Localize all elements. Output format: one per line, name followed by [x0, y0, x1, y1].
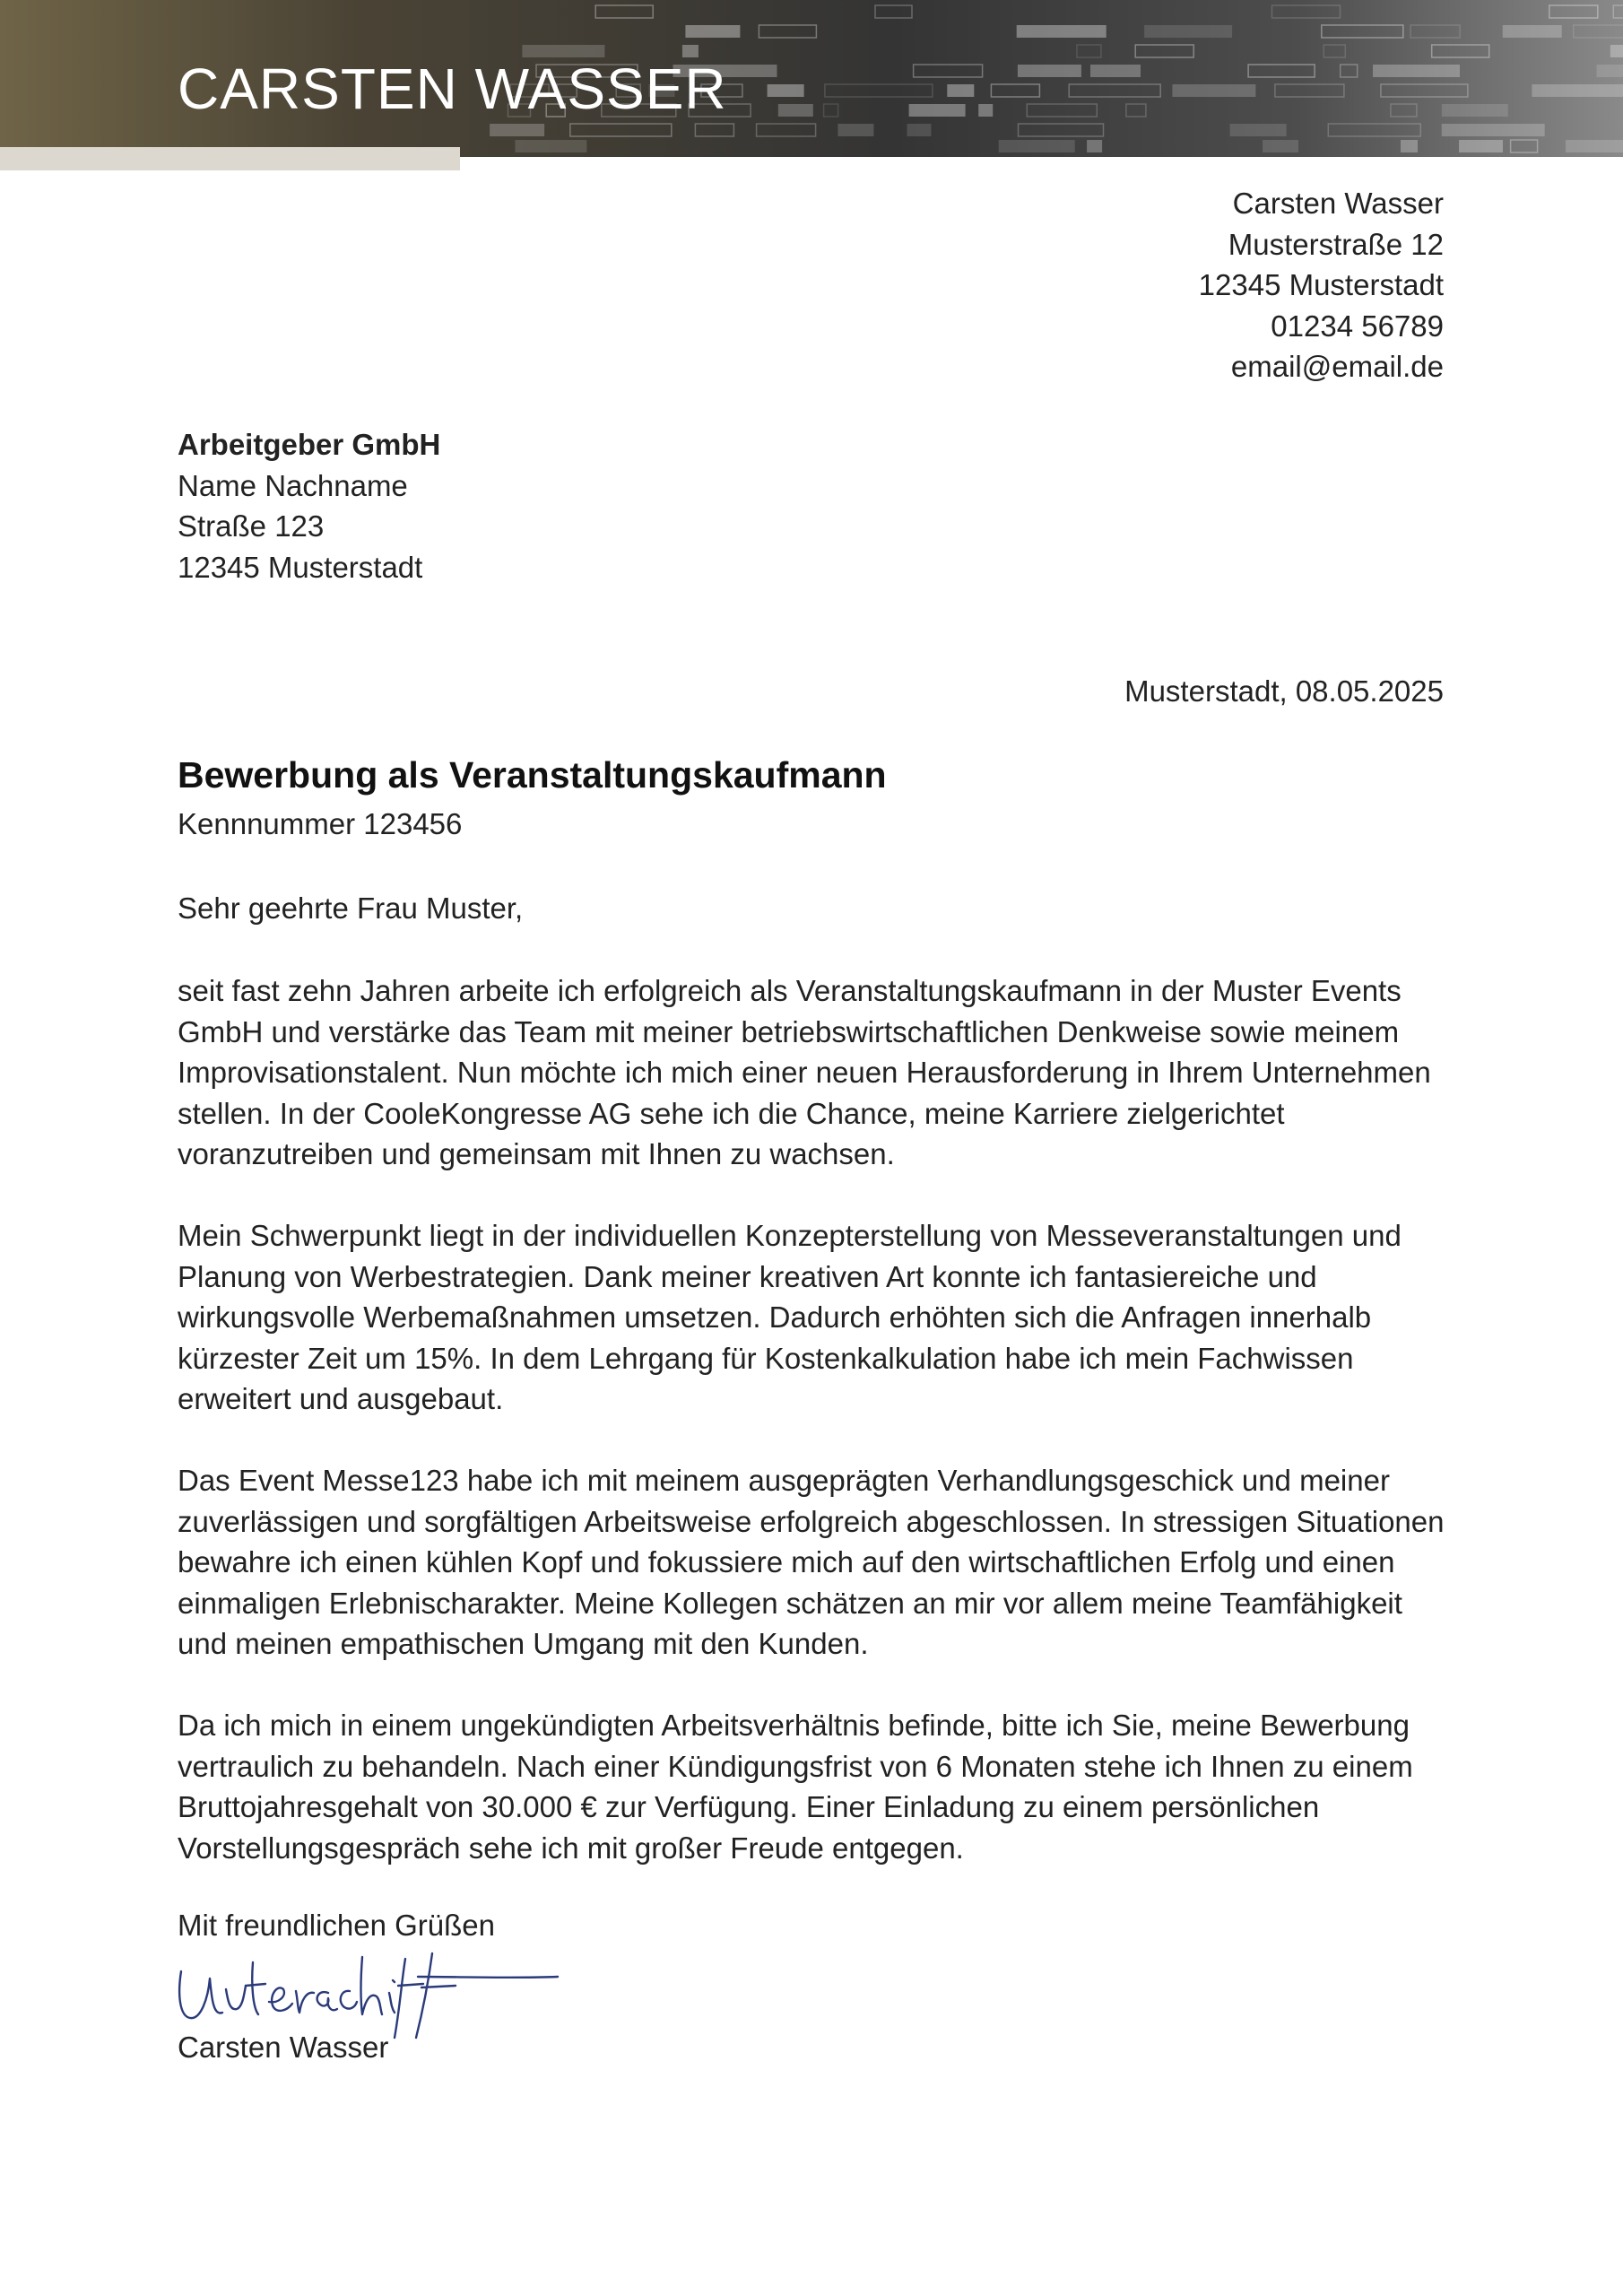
- header-pattern-block: [991, 84, 1039, 97]
- header-pattern-block: [875, 5, 912, 18]
- header-pattern-block: [1574, 25, 1623, 38]
- header-pattern-block: [1503, 25, 1562, 38]
- letter-body: [178, 970, 1451, 1909]
- sender-city: 12345 Musterstadt: [1198, 268, 1444, 301]
- body-paragraph: Mein Schwerpunkt liegt in der individuellen Konzepterstellung von Messeveranstaltungen und Planung von Werbestrategien. Dank meiner kreativen Art konnte ich fantasiereiche und wirkungsvolle Werbemaßnahmen umsetzen. Dadurch erhöhten sich die Anfragen innerhalb kürzester Zeit um 15%. In dem Lehrgang für Kostenkalkulation habe ich mein Fachwissen erweitert und ausgebaut.: [178, 1219, 1402, 1415]
- header-pattern-block: [1410, 25, 1460, 38]
- header-pattern-block: [1087, 140, 1102, 152]
- header-pattern-block: [1442, 124, 1545, 136]
- header-pattern-block: [824, 104, 838, 117]
- header-pattern-block: [1613, 5, 1623, 18]
- closing-phrase: Mit freundlichen Grüßen: [178, 1909, 495, 1942]
- header-pattern-block: [907, 124, 932, 136]
- sender-name: Carsten Wasser: [1232, 187, 1444, 220]
- header-pattern-block: [1263, 140, 1298, 152]
- header-pattern-block: [1272, 5, 1341, 18]
- header-pattern-block: [947, 84, 974, 97]
- header-pattern-block: [1432, 45, 1489, 57]
- header-pattern-block: [1549, 5, 1598, 18]
- header-pattern-block: [838, 124, 873, 136]
- header-pattern-block: [1017, 25, 1107, 38]
- header-banner: [0, 0, 1623, 157]
- recipient-company: Arbeitgeber GmbH: [178, 428, 441, 461]
- header-pattern-block: [1459, 140, 1503, 152]
- header-pattern-block: [757, 124, 816, 136]
- header-pattern-block: [1172, 84, 1255, 97]
- letter-date: Musterstadt, 08.05.2025: [1124, 674, 1444, 708]
- header-pattern-block: [1373, 65, 1460, 77]
- header-pattern-block: [1090, 65, 1141, 77]
- header-pattern-block: [1566, 140, 1623, 152]
- header-pattern-block: [1442, 104, 1508, 117]
- header-pattern-block: [1610, 45, 1623, 57]
- header-pattern-block: [1069, 84, 1160, 97]
- header-pattern-block: [1532, 84, 1623, 97]
- header-pattern-block: [909, 104, 966, 117]
- header-accent-bar: [0, 147, 460, 170]
- header-pattern-block: [570, 124, 672, 136]
- sender-email: email@email.de: [1230, 350, 1444, 383]
- header-pattern-block: [1019, 124, 1104, 136]
- header-pattern-block: [978, 104, 993, 117]
- body-paragraph: Da ich mich in einem ungekündigten Arbeitsverhältnis befinde, bitte ich Sie, meine Bewerbung vertraulich zu behandeln. Nach einer Kündigungsfrist von 6 Monaten stehe ich Ihnen zu einem Bruttojahresgehalt von 30.000 € zur Verfügung. Einer Einladung zu einem persönlichen Vorstellungsgespräch sehe ich mit großer Freude entgegen.: [178, 1709, 1413, 1865]
- header-pattern-block: [490, 124, 544, 136]
- header-pattern-block: [1144, 25, 1232, 38]
- salutation: Sehr geehrte Frau Muster,: [178, 891, 524, 925]
- recipient-address: [178, 424, 440, 587]
- header-pattern-block: [999, 140, 1075, 152]
- header-pattern-block: [759, 25, 816, 38]
- reference-number: Kennnummer 123456: [178, 807, 463, 840]
- header-pattern-block: [1135, 45, 1193, 57]
- recipient-contact: Name Nachname: [178, 468, 408, 502]
- header-pattern-block: [1391, 104, 1417, 117]
- header-pattern-block: [1275, 84, 1344, 97]
- header-pattern-block: [1230, 124, 1287, 136]
- header-pattern-block: [1511, 140, 1538, 152]
- header-pattern-block: [685, 25, 740, 38]
- header-pattern-block: [1248, 65, 1315, 77]
- sender-phone: 01234 56789: [1271, 309, 1444, 343]
- header-pattern-block: [1381, 84, 1468, 97]
- header-name: CARSTEN WASSER: [178, 57, 727, 121]
- signer-name: Carsten Wasser: [178, 2031, 389, 2064]
- header-pattern-block: [1027, 104, 1097, 117]
- sender-street: Musterstraße 12: [1228, 227, 1444, 261]
- header-pattern-block: [1126, 104, 1146, 117]
- header-pattern-block: [695, 124, 733, 136]
- header-pattern-block: [1328, 124, 1420, 136]
- header-pattern-block: [825, 84, 933, 97]
- header-pattern-block: [1597, 65, 1623, 77]
- body-paragraph: seit fast zehn Jahren arbeite ich erfolgreich als Veranstaltungskaufmann in der Muster Events GmbH und verstärke das Team mit meiner betriebswirtschaftlichen Denkweise sowie meinem Improvisationstalent. Nun möchte ich mich einer neuen Herausforderung in Ihrem Unternehmen stellen. In der CooleKongresse AG sehe ich die Chance, meine Karriere zielgerichtet voranzutreiben und gemeinsam mit Ihnen zu wachsen.: [178, 974, 1431, 1170]
- header-pattern-block: [1324, 45, 1345, 57]
- header-pattern-block: [1077, 45, 1101, 57]
- header-pattern-block: [1401, 140, 1418, 152]
- header-pattern-block: [1341, 65, 1358, 77]
- sender-address: [1199, 183, 1444, 387]
- letter-subject: Bewerbung als Veranstaltungskaufmann: [178, 754, 887, 796]
- recipient-city: 12345 Musterstadt: [178, 550, 423, 584]
- body-paragraph: Das Event Messe123 habe ich mit meinem ausgeprägten Verhandlungsgeschick und meiner zuverlässigen und sorgfältigen Arbeitsweise erfolgreich abgeschlossen. In stressigen Situationen bewahre ich einen kühlen Kopf und fokussiere mich auf den wirtschaftlichen Erfolg und einen einmaligen Erlebnischarakter. Meine Kollegen schätzen an mir vor allem meine Teamfähigkeit und meinen empathischen Umgang mit den Kunden.: [178, 1464, 1445, 1660]
- header-pattern-block: [595, 5, 653, 18]
- header-pattern-block: [515, 140, 586, 152]
- header-pattern-block: [1322, 25, 1403, 38]
- header-pattern-block: [778, 104, 813, 117]
- header-pattern-block: [1018, 65, 1081, 77]
- header-pattern-block: [768, 84, 804, 97]
- recipient-street: Straße 123: [178, 509, 325, 543]
- header-pattern-block: [914, 65, 983, 77]
